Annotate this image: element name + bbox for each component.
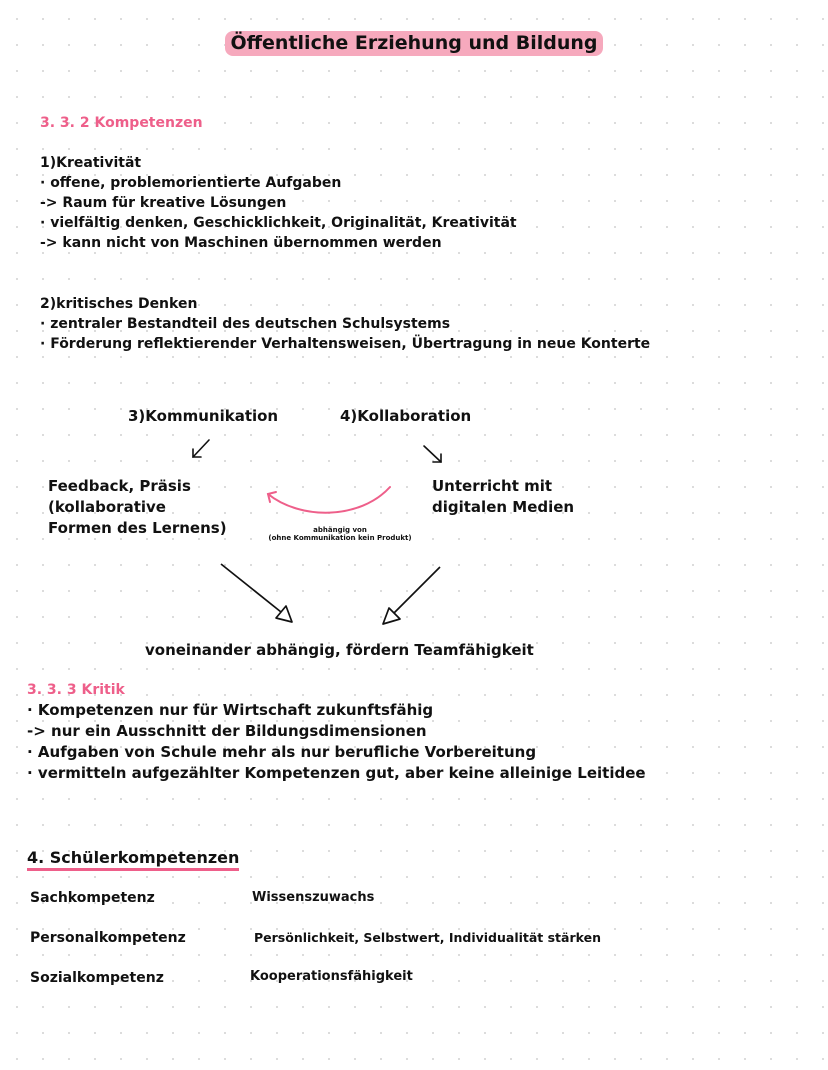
section-heading-kompetenzen: 3. 3. 2 Kompetenzen [40, 115, 203, 131]
left-box-line: Feedback, Präsis [48, 477, 191, 495]
kritisches-denken-block [40, 294, 650, 354]
list-item: -> nur ein Ausschnitt der Bildungsdimensionen [27, 722, 427, 740]
page-title-wrap [0, 32, 828, 54]
list-item: · zentraler Bestandteil des deutschen Schulsystems [40, 316, 451, 332]
kritisches-denken-heading: 2)kritisches Denken [40, 296, 198, 312]
list-item: · Kompetenzen nur für Wirtschaft zukunftsfähig [27, 701, 434, 719]
kritik-block [27, 700, 646, 784]
arrow-down-right-icon [424, 446, 441, 462]
pink-curved-arrow-icon [268, 487, 390, 513]
list-item: · vermitteln aufgezählter Kompetenzen gut, aber keine alleinige Leitidee [27, 764, 646, 782]
center-label-line: (ohne Kommunikation kein Produkt) [268, 534, 412, 542]
kreativitaet-block [40, 153, 517, 253]
desc-personalkompetenz: Persönlichkeit, Selbstwert, Individualität stärken [254, 930, 601, 945]
arrow-down-left-icon [193, 440, 209, 457]
right-box-line: digitalen Medien [432, 498, 575, 516]
list-item: · offene, problemorientierte Aufgaben [40, 175, 342, 191]
list-item: · Förderung reflektierender Verhaltensweisen, Übertragung in neue Konterte [40, 336, 651, 352]
center-label [250, 526, 430, 542]
center-label-line: abhängig von [313, 526, 367, 534]
list-item: -> kann nicht von Maschinen übernommen werden [40, 235, 442, 251]
section-heading-schuelerkompetenzen [27, 848, 239, 867]
list-item: · Aufgaben von Schule mehr als nur berufliche Vorbereitung [27, 743, 537, 761]
kommunikation-heading: 3)Kommunikation [128, 407, 279, 425]
diagram-conclusion: voneinander abhängig, fördern Teamfähigkeit [145, 641, 534, 659]
term-personalkompetenz: Personalkompetenz [30, 930, 186, 946]
kollaboration-heading: 4)Kollaboration [340, 407, 472, 425]
left-box-line: Formen des Lernens) [48, 519, 227, 537]
list-item: · vielfältig denken, Geschicklichkeit, Originalität, Kreativität [40, 215, 517, 231]
desc-sachkompetenz: Wissenszuwachs [252, 890, 375, 905]
right-box [432, 476, 574, 518]
left-box [48, 476, 227, 539]
arrow-down-left-large-icon [383, 567, 440, 624]
left-box-line: (kollaborative [48, 498, 166, 516]
section-heading-kritik: 3. 3. 3 Kritik [27, 682, 125, 698]
desc-sozialkompetenz: Kooperationsfähigkeit [250, 969, 413, 984]
kreativitaet-heading: 1)Kreativität [40, 155, 142, 171]
term-sozialkompetenz: Sozialkompetenz [30, 970, 164, 986]
right-box-line: Unterricht mit [432, 477, 553, 495]
schuelerkompetenzen-heading: 4. Schülerkompetenzen [27, 848, 239, 871]
list-item: -> Raum für kreative Lösungen [40, 195, 287, 211]
arrow-down-right-large-icon [221, 564, 292, 622]
term-sachkompetenz: Sachkompetenz [30, 890, 155, 906]
page-title: Öffentliche Erziehung und Bildung [225, 31, 604, 56]
